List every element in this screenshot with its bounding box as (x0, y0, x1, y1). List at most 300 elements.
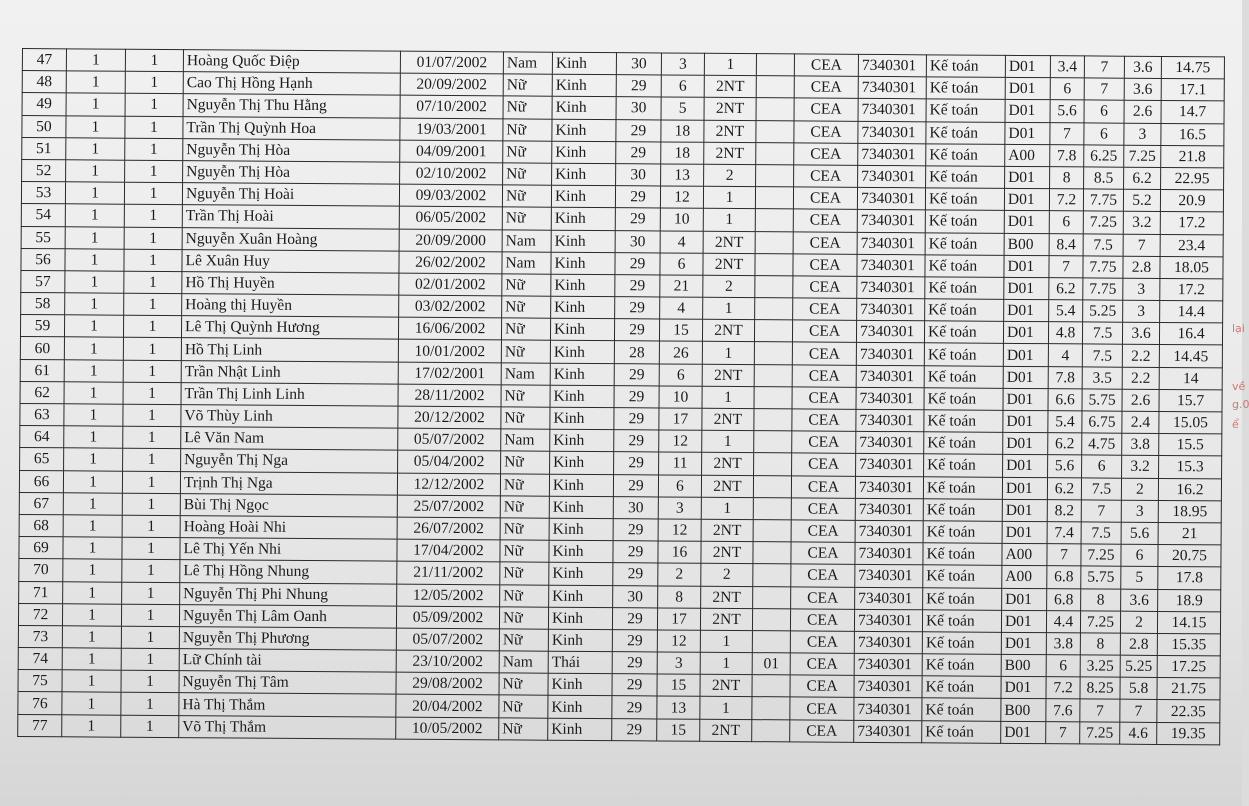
score1-cell: 7 (1050, 122, 1084, 144)
total-cell: 14.75 (1161, 56, 1224, 79)
col8-cell: 29 (614, 319, 659, 342)
gender-cell: Nữ (502, 296, 551, 319)
gender-cell: Nữ (501, 407, 550, 430)
col8-cell: 29 (615, 208, 660, 231)
ethnicity-cell: Kinh (552, 119, 616, 142)
stt-cell: 69 (19, 537, 63, 559)
total-cell: 18.95 (1158, 500, 1221, 523)
total-cell: 14.4 (1160, 301, 1223, 324)
subject-group-cell: B00 (1001, 699, 1046, 722)
major-name-cell: Kế toán (924, 432, 1003, 455)
subject-group-cell: D01 (1003, 455, 1048, 478)
score3-cell: 3 (1121, 500, 1158, 522)
total-cell: 20.9 (1160, 190, 1223, 213)
subject-group-cell: D01 (1005, 100, 1050, 123)
table-body (18, 49, 1225, 745)
score2-cell: 7.75 (1083, 256, 1123, 278)
score2-cell: 7 (1084, 78, 1124, 100)
subject-group-cell: D01 (1005, 78, 1050, 101)
dob-cell: 12/05/2002 (397, 584, 500, 607)
dob-cell: 17/02/2001 (398, 362, 501, 385)
dob-cell: 12/12/2002 (397, 473, 500, 496)
dob-cell: 20/12/2002 (398, 406, 501, 429)
dob-cell: 02/10/2002 (400, 162, 503, 185)
major-code-cell: 7340301 (857, 276, 925, 299)
dob-cell: 25/07/2002 (397, 495, 500, 518)
area-cell: 2NT (701, 475, 753, 498)
col8-cell: 30 (613, 496, 658, 519)
school-code-cell: CEA (794, 120, 858, 143)
margin-mark: g.0 (1232, 398, 1249, 411)
subject-group-cell: D01 (1005, 55, 1050, 78)
score3-cell: 3.6 (1124, 56, 1161, 78)
name-cell: Hà Thị Thắm (179, 693, 396, 717)
score1-cell: 6 (1050, 78, 1084, 100)
name-cell: Nguyễn Thị Hòa (183, 138, 400, 162)
subject-group-cell: D01 (1005, 166, 1050, 189)
total-cell: 21.8 (1161, 145, 1224, 168)
major-code-cell: 7340301 (854, 609, 922, 632)
col3-cell: 1 (122, 560, 180, 583)
col9-cell: 21 (660, 275, 703, 297)
gender-cell: Nữ (502, 207, 551, 230)
priority-cell (754, 342, 792, 364)
score1-cell: 5.6 (1050, 100, 1084, 122)
major-code-cell: 7340301 (854, 698, 922, 721)
col9-cell: 10 (660, 208, 703, 230)
priority-cell (756, 76, 794, 98)
name-cell: Nguyễn Thị Hòa (183, 161, 400, 185)
stt-cell: 66 (19, 470, 63, 492)
name-cell: Trần Nhật Linh (181, 360, 398, 384)
col3-cell: 1 (125, 160, 183, 183)
priority-cell (755, 275, 793, 297)
col9-cell: 18 (661, 142, 704, 164)
major-code-cell: 7340301 (856, 387, 924, 410)
col3-cell: 1 (121, 670, 179, 693)
ethnicity-cell: Kinh (550, 407, 614, 430)
school-code-cell: CEA (794, 143, 858, 166)
name-cell: Hồ Thị Huyền (182, 271, 399, 295)
col3-cell: 1 (122, 537, 180, 560)
col2-cell: 1 (64, 359, 123, 382)
total-cell: 14.15 (1157, 611, 1220, 634)
gender-cell: Nữ (500, 584, 549, 607)
score2-cell: 7.5 (1082, 344, 1122, 366)
subject-group-cell: A00 (1002, 543, 1047, 566)
col2-cell: 1 (63, 515, 122, 538)
subject-group-cell: D01 (1002, 588, 1047, 611)
name-cell: Lê Xuân Huy (182, 249, 399, 273)
stt-cell: 72 (18, 603, 62, 625)
stt-cell: 68 (19, 514, 63, 536)
school-code-cell: CEA (793, 187, 857, 210)
total-cell: 23.4 (1160, 234, 1223, 257)
ethnicity-cell: Kinh (551, 185, 615, 208)
name-cell: Hoàng thị Huyền (182, 294, 399, 318)
priority-cell: 01 (752, 653, 790, 675)
dob-cell: 04/09/2001 (400, 140, 503, 163)
col2-cell: 1 (64, 337, 123, 360)
score3-cell: 3.6 (1121, 589, 1158, 611)
ethnicity-cell: Kinh (552, 74, 616, 97)
col8-cell: 29 (615, 297, 660, 320)
col3-cell: 1 (123, 449, 181, 472)
dob-cell: 19/03/2001 (400, 118, 503, 141)
col8-cell: 29 (615, 275, 660, 298)
gender-cell: Nữ (499, 717, 548, 740)
score1-cell: 7.8 (1050, 144, 1084, 166)
name-cell: Cao Thị Hồng Hạnh (183, 72, 400, 96)
stt-cell: 67 (19, 492, 63, 514)
col8-cell: 29 (615, 186, 660, 209)
subject-group-cell: D01 (1004, 277, 1049, 300)
major-name-cell: Kế toán (925, 232, 1004, 255)
col3-cell: 1 (122, 582, 180, 605)
score1-cell: 7.6 (1046, 699, 1080, 721)
dob-cell: 20/09/2000 (399, 229, 502, 252)
stt-cell: 77 (18, 714, 62, 736)
priority-cell (753, 497, 791, 519)
priority-cell (752, 675, 790, 697)
stt-cell: 63 (20, 403, 64, 425)
col3-cell: 1 (124, 271, 182, 294)
col8-cell: 29 (613, 519, 658, 542)
score2-cell: 6 (1082, 455, 1122, 477)
gender-cell: Nam (499, 651, 548, 674)
area-cell: 2NT (700, 608, 752, 631)
name-cell: Lê Thị Hồng Nhung (180, 560, 397, 584)
total-cell: 17.8 (1158, 567, 1221, 590)
major-code-cell: 7340301 (855, 565, 923, 588)
total-cell: 18.05 (1160, 256, 1223, 279)
school-code-cell: CEA (794, 165, 858, 188)
ethnicity-cell: Kinh (550, 452, 614, 475)
area-cell: 2NT (702, 408, 754, 431)
dob-cell: 26/07/2002 (397, 517, 500, 540)
score3-cell: 7 (1120, 700, 1157, 722)
stt-cell: 50 (22, 115, 66, 137)
priority-cell (755, 231, 793, 253)
stt-cell: 47 (22, 49, 66, 71)
col8-cell: 29 (612, 674, 657, 697)
major-code-cell: 7340301 (855, 520, 923, 543)
subject-group-cell: B00 (1001, 654, 1046, 677)
major-code-cell: 7340301 (856, 454, 924, 477)
score3-cell: 2.6 (1122, 389, 1159, 411)
stt-cell: 56 (21, 248, 65, 270)
col3-cell: 1 (124, 293, 182, 316)
major-code-cell: 7340301 (858, 77, 926, 100)
col2-cell: 1 (62, 670, 121, 693)
score1-cell: 7 (1049, 255, 1083, 277)
col3-cell: 1 (122, 493, 180, 516)
score1-cell: 7.8 (1048, 366, 1082, 388)
gender-cell: Nữ (500, 562, 549, 585)
name-cell: Nguyễn Thị Hoài (182, 183, 399, 207)
subject-group-cell: D01 (1003, 388, 1048, 411)
ethnicity-cell: Kinh (551, 296, 615, 319)
score1-cell: 7.2 (1049, 189, 1083, 211)
col2-cell: 1 (63, 537, 122, 560)
score1-cell: 5.4 (1048, 411, 1082, 433)
school-code-cell: CEA (792, 431, 856, 454)
ethnicity-cell: Kinh (551, 252, 615, 275)
priority-cell (752, 608, 790, 630)
major-code-cell: 7340301 (854, 653, 922, 676)
score2-cell: 5.25 (1083, 300, 1123, 322)
score3-cell: 4.6 (1120, 722, 1157, 744)
priority-cell (754, 431, 792, 453)
col2-cell: 1 (64, 315, 123, 338)
school-code-cell: CEA (792, 365, 856, 388)
score2-cell: 7.5 (1082, 322, 1122, 344)
priority-cell (752, 630, 790, 652)
name-cell: Hoàng Quốc Điệp (183, 50, 400, 74)
major-name-cell: Kế toán (926, 144, 1005, 167)
priority-cell (753, 475, 791, 497)
dob-cell: 01/07/2002 (400, 51, 503, 74)
major-name-cell: Kế toán (923, 565, 1002, 588)
area-cell: 2NT (700, 674, 752, 697)
col3-cell: 1 (124, 205, 182, 228)
col3-cell: 1 (121, 604, 179, 627)
col2-cell: 1 (64, 404, 123, 427)
ethnicity-cell: Kinh (551, 230, 615, 253)
major-name-cell: Kế toán (923, 587, 1002, 610)
major-name-cell: Kế toán (926, 166, 1005, 189)
col3-cell: 1 (123, 360, 181, 383)
score3-cell: 5.6 (1121, 522, 1158, 544)
gender-cell: Nữ (502, 185, 551, 208)
score2-cell: 8 (1080, 633, 1120, 655)
gender-cell: Nữ (499, 673, 548, 696)
subject-group-cell: A00 (1002, 566, 1047, 589)
name-cell: Lê Thị Yến Nhi (180, 538, 397, 562)
score1-cell: 6.8 (1047, 566, 1081, 588)
name-cell: Nguyễn Thị Nga (181, 449, 398, 473)
major-code-cell: 7340301 (855, 498, 923, 521)
col9-cell: 6 (659, 364, 702, 386)
major-name-cell: Kế toán (923, 499, 1002, 522)
col9-cell: 12 (657, 630, 700, 652)
score1-cell: 4.8 (1048, 322, 1082, 344)
major-code-cell: 7340301 (856, 409, 924, 432)
col2-cell: 1 (64, 448, 123, 471)
major-code-cell: 7340301 (854, 676, 922, 699)
major-code-cell: 7340301 (858, 99, 926, 122)
school-code-cell: CEA (792, 409, 856, 432)
col3-cell: 1 (123, 404, 181, 427)
col3-cell: 1 (125, 94, 183, 117)
name-cell: Hồ Thị Linh (181, 338, 398, 362)
priority-cell (756, 120, 794, 142)
major-name-cell: Kế toán (924, 365, 1003, 388)
area-cell: 1 (702, 430, 754, 453)
gender-cell: Nữ (503, 74, 552, 97)
score3-cell: 7 (1123, 234, 1160, 256)
subject-group-cell: A00 (1005, 144, 1050, 167)
major-name-cell: Kế toán (922, 632, 1001, 655)
subject-group-cell: D01 (1001, 610, 1046, 633)
ethnicity-cell: Kinh (549, 496, 613, 519)
col2-cell: 1 (62, 626, 121, 649)
dob-cell: 09/03/2002 (399, 184, 502, 207)
area-cell: 2NT (703, 253, 755, 276)
score1-cell: 3.4 (1050, 56, 1084, 78)
gender-cell: Nữ (500, 496, 549, 519)
score1-cell: 6.6 (1048, 388, 1082, 410)
stt-cell: 52 (22, 159, 66, 181)
school-code-cell: CEA (793, 231, 857, 254)
area-cell: 2NT (704, 75, 756, 98)
col9-cell: 11 (659, 452, 702, 474)
col9-cell: 12 (659, 430, 702, 452)
total-cell: 15.35 (1157, 633, 1220, 656)
subject-group-cell: B00 (1004, 233, 1049, 256)
col3-cell: 1 (124, 182, 182, 205)
stt-cell: 71 (19, 581, 63, 603)
col9-cell: 10 (659, 386, 702, 408)
score2-cell: 8.25 (1080, 677, 1120, 699)
area-cell: 1 (701, 497, 753, 520)
col3-cell: 1 (121, 715, 179, 738)
school-code-cell: CEA (790, 609, 854, 632)
priority-cell (754, 364, 792, 386)
col2-cell: 1 (63, 559, 122, 582)
col2-cell: 1 (65, 204, 124, 227)
score1-cell: 6 (1049, 211, 1083, 233)
subject-group-cell: D01 (1004, 188, 1049, 211)
score3-cell: 3.8 (1122, 433, 1159, 455)
gender-cell: Nữ (500, 473, 549, 496)
score3-cell: 5.8 (1120, 677, 1157, 699)
area-cell: 2NT (703, 231, 755, 254)
gender-cell: Nữ (502, 274, 551, 297)
score1-cell: 4 (1048, 344, 1082, 366)
major-code-cell: 7340301 (857, 232, 925, 255)
major-code-cell: 7340301 (857, 254, 925, 277)
priority-cell (756, 98, 794, 120)
col3-cell: 1 (123, 315, 181, 338)
dob-cell: 16/06/2002 (398, 317, 501, 340)
col8-cell: 29 (614, 430, 659, 453)
gender-cell: Nam (502, 229, 551, 252)
school-code-cell: CEA (791, 475, 855, 498)
score1-cell: 6.2 (1049, 278, 1083, 300)
ethnicity-cell: Kinh (550, 318, 614, 341)
col3-cell: 1 (125, 71, 183, 94)
gender-cell: Nữ (499, 629, 548, 652)
major-name-cell: Kế toán (924, 343, 1003, 366)
major-code-cell: 7340301 (858, 165, 926, 188)
area-cell: 2NT (701, 519, 753, 542)
major-code-cell: 7340301 (858, 121, 926, 144)
col9-cell: 4 (660, 297, 703, 319)
school-code-cell: CEA (790, 653, 854, 676)
dob-cell: 05/07/2002 (398, 428, 501, 451)
total-cell: 15.5 (1159, 434, 1222, 457)
major-code-cell: 7340301 (854, 720, 922, 743)
school-code-cell: CEA (791, 542, 855, 565)
gender-cell: Nữ (501, 340, 550, 363)
total-cell: 14.45 (1159, 345, 1222, 368)
name-cell: Bùi Thị Ngọc (180, 493, 397, 517)
col8-cell: 29 (612, 696, 657, 719)
major-name-cell: Kế toán (922, 698, 1001, 721)
margin-mark: về (1232, 380, 1246, 393)
dob-cell: 28/11/2002 (398, 384, 501, 407)
stt-cell: 61 (20, 359, 64, 381)
col8-cell: 29 (614, 408, 659, 431)
score3-cell: 5.2 (1123, 189, 1160, 211)
total-cell: 14 (1159, 367, 1222, 390)
stt-cell: 65 (20, 448, 64, 470)
major-name-cell: Kế toán (924, 321, 1003, 344)
col9-cell: 6 (660, 253, 703, 275)
school-code-cell: CEA (793, 254, 857, 277)
score2-cell: 7.5 (1081, 477, 1121, 499)
score2-cell: 3.5 (1082, 367, 1122, 389)
area-cell: 1 (700, 652, 752, 675)
col2-cell: 1 (64, 426, 123, 449)
major-name-cell: Kế toán (926, 77, 1005, 100)
priority-cell (753, 586, 791, 608)
gender-cell: Nam (502, 252, 551, 275)
priority-cell (756, 142, 794, 164)
score3-cell: 3 (1123, 278, 1160, 300)
priority-cell (755, 187, 793, 209)
score2-cell: 4.75 (1082, 433, 1122, 455)
priority-cell (753, 520, 791, 542)
stt-cell: 48 (22, 71, 66, 93)
ethnicity-cell: Kinh (550, 363, 614, 386)
area-cell: 2NT (702, 453, 754, 476)
priority-cell (755, 209, 793, 231)
priority-cell (754, 386, 792, 408)
major-name-cell: Kế toán (922, 654, 1001, 677)
col2-cell: 1 (64, 382, 123, 405)
col3-cell: 1 (124, 227, 182, 250)
score3-cell: 6.2 (1124, 167, 1161, 189)
col2-cell: 1 (66, 138, 125, 161)
col2-cell: 1 (65, 271, 124, 294)
priority-cell (756, 165, 794, 187)
subject-group-cell: D01 (1001, 632, 1046, 655)
name-cell: Nguyễn Thị Phương (179, 626, 396, 650)
stt-cell: 64 (20, 426, 64, 448)
ethnicity-cell: Kinh (548, 718, 612, 741)
priority-cell (756, 54, 794, 76)
school-code-cell: CEA (794, 54, 858, 77)
area-cell: 2NT (704, 120, 756, 143)
school-code-cell: CEA (791, 520, 855, 543)
gender-cell: Nữ (499, 607, 548, 630)
col9-cell: 16 (658, 541, 701, 563)
score3-cell: 2.4 (1122, 411, 1159, 433)
score1-cell: 7.2 (1046, 677, 1080, 699)
col9-cell: 3 (661, 53, 704, 75)
stt-cell: 58 (21, 293, 65, 315)
total-cell: 15.7 (1159, 389, 1222, 412)
score3-cell: 2.8 (1123, 256, 1160, 278)
dob-cell: 07/10/2002 (400, 96, 503, 119)
area-cell: 1 (704, 53, 756, 76)
major-name-cell: Kế toán (924, 410, 1003, 433)
col2-cell: 1 (65, 293, 124, 316)
area-cell: 2NT (701, 541, 753, 564)
major-name-cell: Kế toán (922, 609, 1001, 632)
